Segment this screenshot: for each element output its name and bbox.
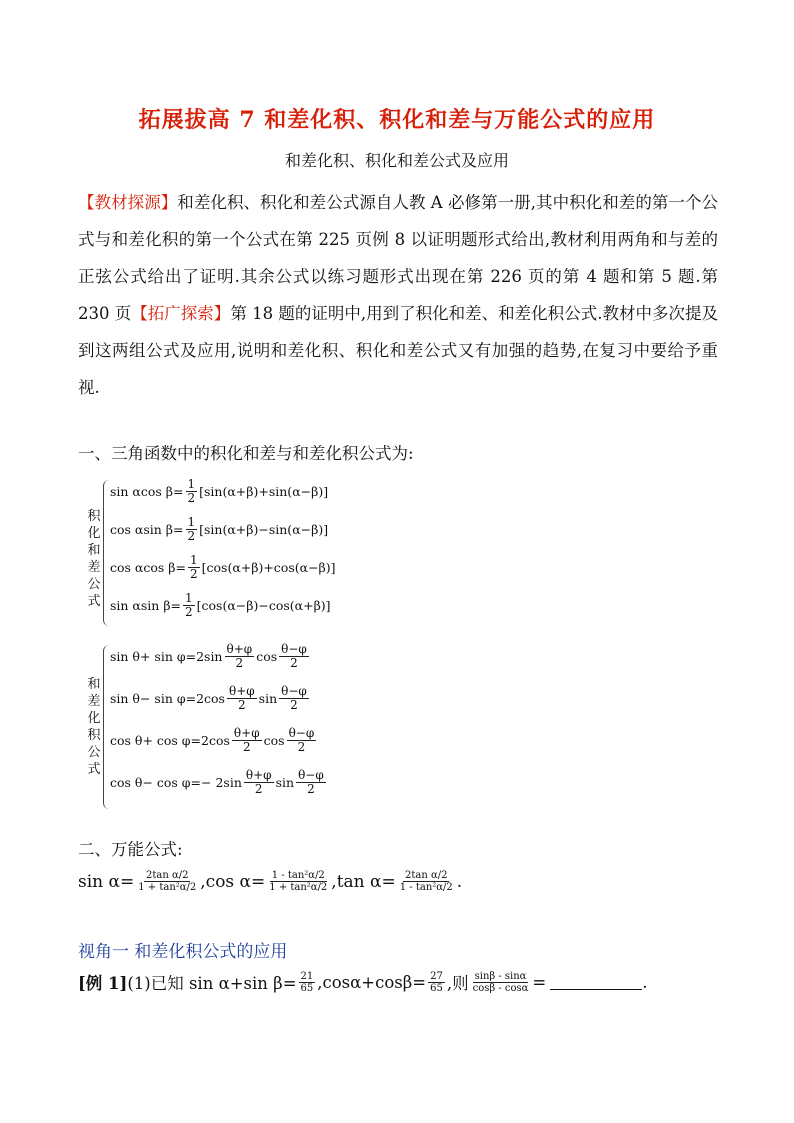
sum-to-product-formulas <box>84 643 384 813</box>
intro-paragraph <box>78 184 718 406</box>
formula-rhs: [cos(α−β)−cos(α+β)] <box>196 598 331 613</box>
sum-to-product-label <box>84 676 104 778</box>
formula-lhs: cos αcos β= <box>110 560 186 575</box>
view-heading: 视角一 和差化积公式的应用 <box>78 942 288 962</box>
product-to-sum-formula <box>110 592 331 619</box>
universal-formulas <box>78 870 462 893</box>
formula-lhs: cos θ+ cos φ=2cos <box>110 733 230 748</box>
formula-mid: cos <box>256 649 278 664</box>
product-to-sum-label-char: 公 <box>87 577 101 592</box>
universal-fraction-denominator: 1 - tan²α/2 <box>399 882 453 893</box>
fraction-21-65: $\frac{21}{65}$ <box>300 970 314 994</box>
intro-tag: 【教材探源】 <box>78 193 178 212</box>
sum-to-product-formula <box>110 769 328 796</box>
example-text-5: . <box>642 972 648 992</box>
universal-fraction-numerator: 2tan α/2 <box>146 870 189 881</box>
section-1-heading: 一、三角函数中的积化和差与和差化积公式为: <box>78 444 414 463</box>
product-to-sum-formula <box>110 478 328 505</box>
target-fraction: $\frac{\sin\beta - \sin\alpha}{\cos\beta - \cos\alpha}$ <box>472 970 529 994</box>
universal-fraction <box>136 870 198 893</box>
product-to-sum-label-char: 和 <box>87 543 101 558</box>
half-sum-fraction-numerator: θ+φ <box>226 642 253 656</box>
half-diff-fraction-denominator: 2 <box>307 782 315 796</box>
example-text-1: (1)已知 sin α+sin β= <box>127 974 297 993</box>
half-diff-fraction-denominator: 2 <box>290 698 298 712</box>
page-title: 拓展拔高 7 和差化积、积化和差与万能公式的应用 <box>138 107 656 133</box>
universal-sep: . <box>456 871 463 892</box>
intro-tag-2: 【拓广探索】 <box>131 304 231 323</box>
half-diff-fraction-denominator: 2 <box>290 656 298 670</box>
universal-fraction <box>398 870 455 893</box>
half-fraction <box>186 478 198 505</box>
formula-lhs: sin θ+ sin φ=2sin <box>110 649 223 664</box>
universal-fraction-numerator: 1 - tan²α/2 <box>271 870 325 881</box>
half-diff-fraction <box>279 685 309 712</box>
half-diff-fraction-numerator: θ−φ <box>298 768 324 782</box>
sum-to-product-label-char: 差 <box>87 694 101 709</box>
universal-lhs: cos α= <box>205 871 266 892</box>
half-sum-fraction-numerator: θ+φ <box>245 768 272 782</box>
formula-mid: sin <box>275 775 295 790</box>
half-sum-fraction-numerator: θ+φ <box>233 726 260 740</box>
half-diff-fraction-numerator: θ−φ <box>281 642 307 656</box>
product-to-sum-formulas <box>84 478 384 630</box>
example-text-4: = <box>532 972 547 992</box>
half-sum-fraction-denominator: 2 <box>254 782 263 796</box>
half-diff-fraction <box>296 769 326 796</box>
half-fraction-denominator: 2 <box>187 491 196 505</box>
half-sum-fraction-denominator: 2 <box>235 656 244 670</box>
product-to-sum-label-char: 积 <box>87 509 101 524</box>
product-to-sum-label-char: 化 <box>87 526 101 541</box>
example-tag: [例 1] <box>78 974 128 993</box>
formula-lhs: sin θ− sin φ=2cos <box>110 691 225 706</box>
universal-fraction <box>267 870 329 893</box>
half-fraction-denominator: 2 <box>185 605 193 619</box>
sum-to-product-label-char: 和 <box>87 677 101 692</box>
formula-rhs: [sin(α+β)−sin(α−β)] <box>199 522 329 537</box>
half-sum-fraction <box>232 727 262 754</box>
product-to-sum-label-char: 差 <box>87 560 101 575</box>
product-to-sum-formula <box>110 554 336 581</box>
sum-to-product-formula <box>110 727 318 754</box>
formula-mid: cos <box>263 733 285 748</box>
half-sum-fraction <box>244 769 274 796</box>
half-sum-fraction <box>225 643 255 670</box>
formula-rhs: [cos(α+β)+cos(α−β)] <box>201 560 336 575</box>
half-sum-fraction <box>227 685 257 712</box>
formula-lhs: cos θ− cos φ=− 2sin <box>110 775 242 790</box>
sum-to-product-label-char: 积 <box>87 728 101 743</box>
half-sum-fraction-denominator: 2 <box>242 740 251 754</box>
half-diff-fraction <box>287 727 317 754</box>
half-fraction-numerator: 1 <box>185 591 193 605</box>
formula-lhs: sin αsin β= <box>110 598 182 613</box>
universal-sep: , <box>331 871 337 892</box>
half-fraction-numerator: 1 <box>187 477 196 491</box>
example-1 <box>78 970 647 994</box>
sum-to-product-brace <box>103 645 110 809</box>
section-2-heading: 二、万能公式: <box>78 840 183 859</box>
formula-lhs: sin αcos β= <box>110 484 184 499</box>
sum-to-product-formula <box>110 643 311 670</box>
universal-fraction-denominator: 1 + tan²α/2 <box>138 882 197 893</box>
page-subtitle: 和差化积、积化和差公式及应用 <box>284 151 509 170</box>
formula-mid: sin <box>258 691 278 706</box>
sum-to-product-formula <box>110 685 311 712</box>
universal-lhs: tan α= <box>336 871 396 892</box>
sum-to-product-label-char: 公 <box>87 745 101 760</box>
half-diff-fraction-denominator: 2 <box>297 740 306 754</box>
intro-text-1: 和差化积、积化和差公式源自人教 A 必修第一册,其中积化和差的第一个公式与和差化积的第一个公式在第 225 页例 8 以证明题形式给出,教材利用两角和与差的正弦公式给出了证明.其余公式以练习题形式出现在第 226 页的第 4 题和第 5 题.第 230 页 <box>78 193 719 323</box>
product-to-sum-formula <box>110 516 328 543</box>
sum-to-product-label-char: 化 <box>87 711 101 726</box>
universal-fraction-denominator: 1 + tan²α/2 <box>269 882 328 893</box>
universal-lhs: sin α= <box>78 871 135 892</box>
half-fraction <box>183 592 195 619</box>
half-fraction-denominator: 2 <box>187 529 196 543</box>
half-fraction <box>186 516 198 543</box>
answer-blank[interactable] <box>550 975 642 990</box>
half-fraction-numerator: 1 <box>189 553 198 567</box>
example-text-2: ,cosα+cosβ= <box>317 972 427 992</box>
formula-lhs: cos αsin β= <box>110 522 184 537</box>
example-text-3: ,则 <box>446 974 469 993</box>
product-to-sum-label-char: 式 <box>87 594 101 609</box>
half-fraction-numerator: 1 <box>187 515 196 529</box>
sum-to-product-label-char: 式 <box>87 762 101 777</box>
formula-rhs: [sin(α+β)+sin(α−β)] <box>199 484 329 499</box>
half-sum-fraction-denominator: 2 <box>237 698 246 712</box>
half-fraction <box>188 554 200 581</box>
product-to-sum-brace <box>103 480 110 626</box>
universal-fraction-numerator: 2tan α/2 <box>405 870 448 881</box>
intro-text-2: 第 18 题的证明中,用到了积化和差、和差化积公式.教材中多次提及到这两组公式及应用,说明和差化积、积化和差公式又有加强的趋势,在复习中要给予重视. <box>78 304 718 397</box>
fraction-27-65: $\frac{27}{65}$ <box>430 970 443 994</box>
half-diff-fraction-numerator: θ−φ <box>288 726 315 740</box>
product-to-sum-label <box>84 508 104 610</box>
universal-sep: , <box>200 871 206 892</box>
half-diff-fraction <box>279 643 309 670</box>
half-sum-fraction-numerator: θ+φ <box>228 684 255 698</box>
half-fraction-denominator: 2 <box>189 567 198 581</box>
half-diff-fraction-numerator: θ−φ <box>281 684 307 698</box>
